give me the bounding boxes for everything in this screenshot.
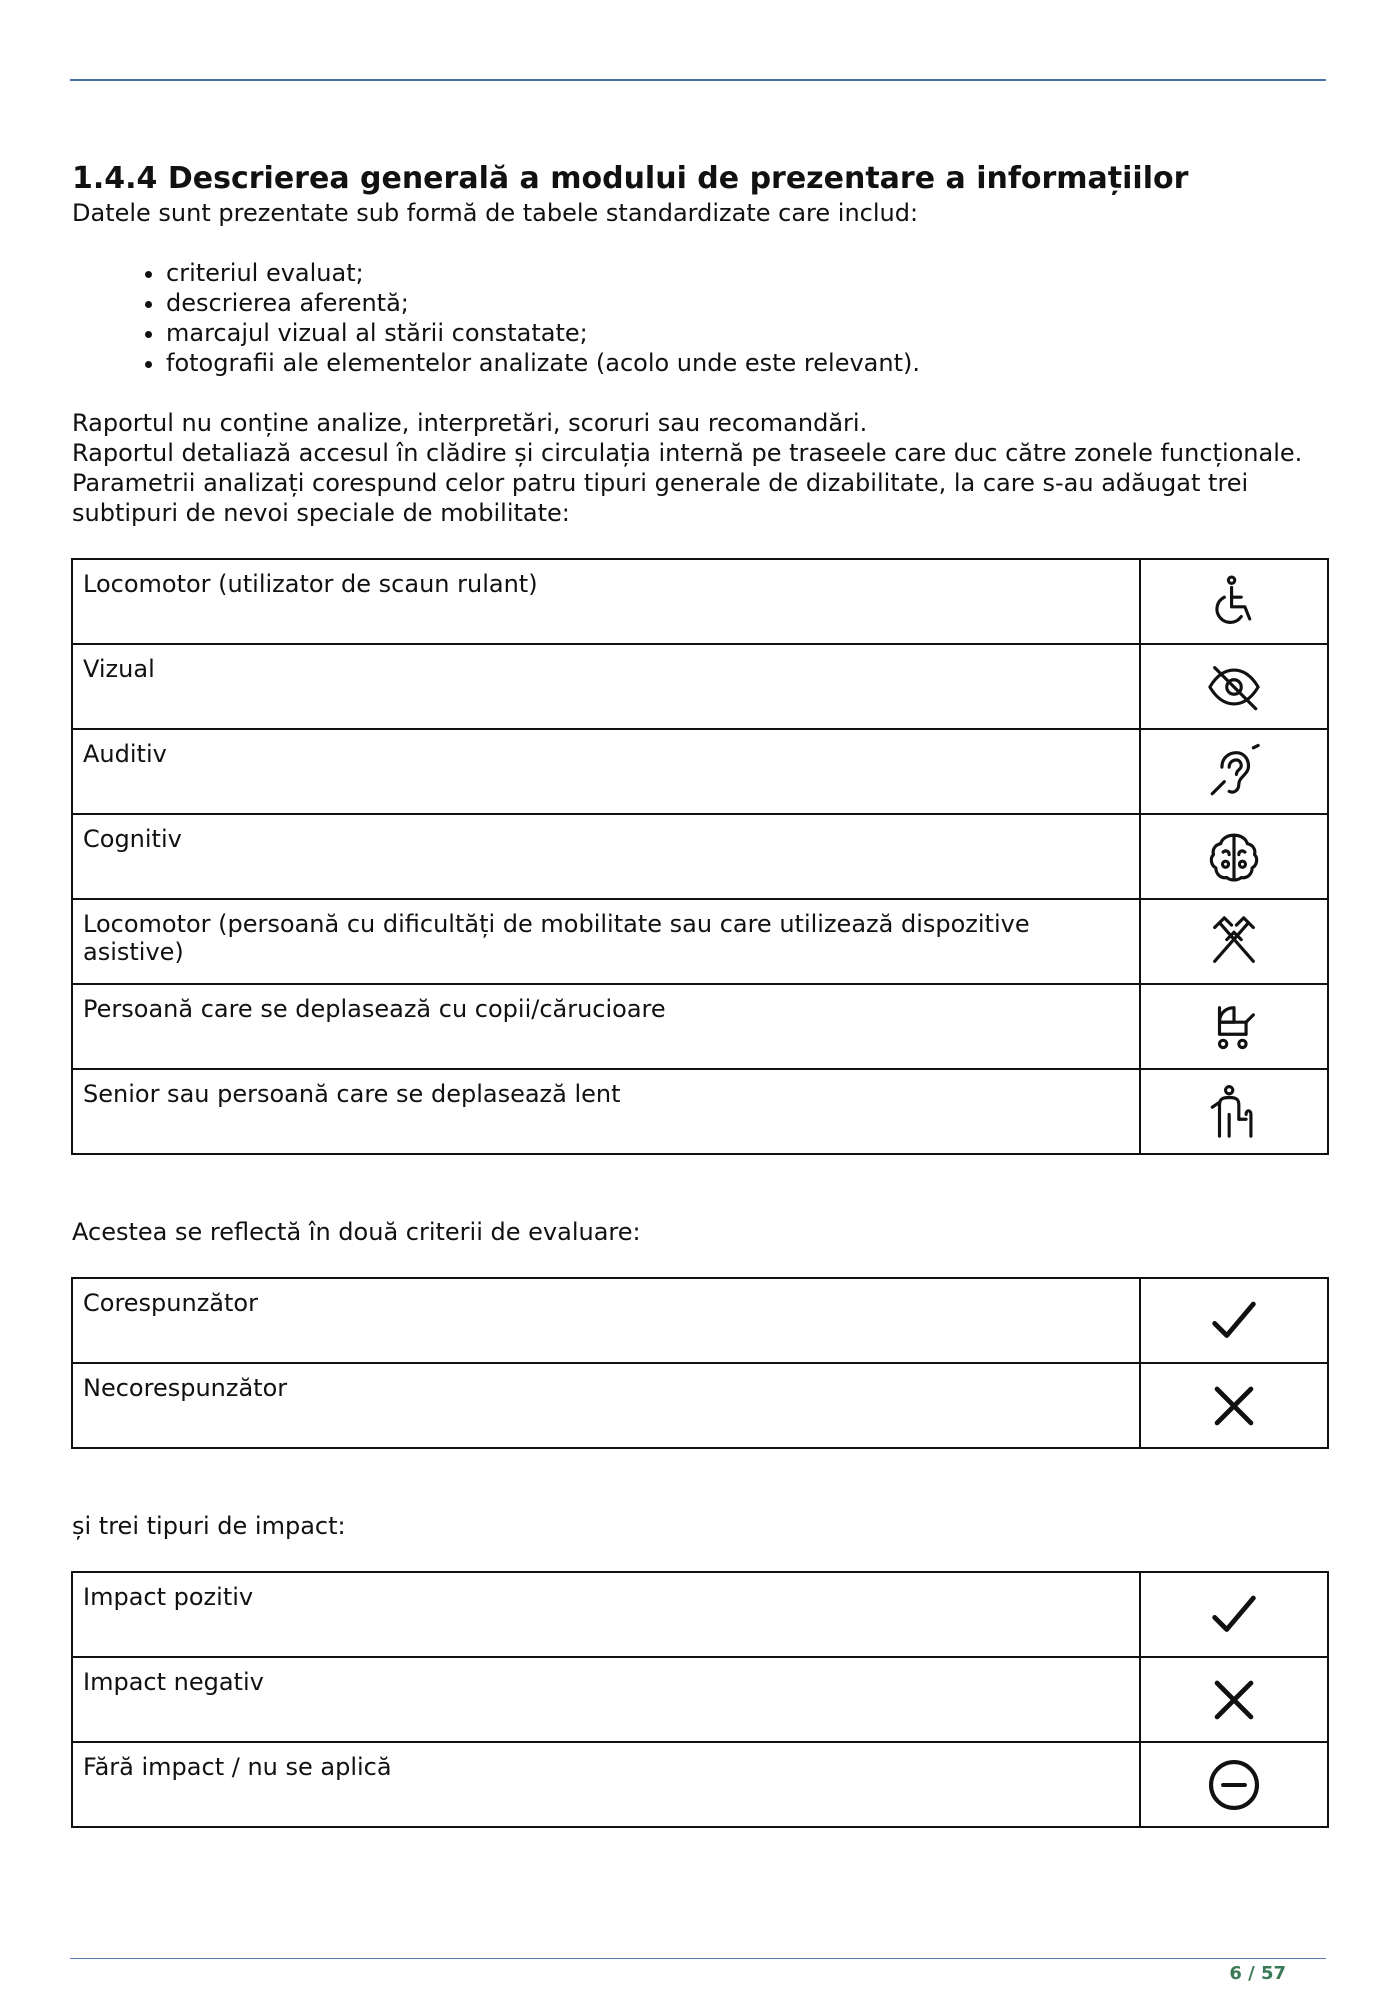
- row-label: Senior sau persoană care se deplasează lent: [72, 1069, 1140, 1154]
- disability-table: [71, 558, 1329, 1155]
- row-label: Impact negativ: [72, 1657, 1140, 1742]
- crutches-icon: [1205, 913, 1263, 971]
- page-number: 6 / 57: [1229, 1963, 1286, 1984]
- list-item: • descrierea aferentă;: [166, 288, 1332, 318]
- table-row: [72, 1657, 1328, 1742]
- criteria-intro: Acestea se reflectă în două criterii de evaluare:: [72, 1218, 641, 1246]
- check-icon: [1205, 1292, 1263, 1350]
- table-row: [72, 1278, 1328, 1363]
- section-heading: 1.4.4 Descrierea generală a modului de prezentare a informațiilor: [72, 161, 1189, 196]
- row-label: Cognitiv: [72, 814, 1140, 899]
- intro-text: Datele sunt prezentate sub formă de tabele standardizate care includ:: [72, 199, 919, 227]
- table-row: [72, 1363, 1328, 1448]
- row-label: Vizual: [72, 644, 1140, 729]
- list-item: • marcajul vizual al stării constatate;: [166, 318, 1332, 348]
- x-icon: [1205, 1671, 1263, 1729]
- list-item: • fotografii ale elementelor analizate (acolo unde este relevant).: [166, 348, 1332, 378]
- table-row: [72, 644, 1328, 729]
- table-row: [72, 814, 1328, 899]
- row-label: Locomotor (utilizator de scaun rulant): [72, 559, 1140, 644]
- footer-rule: [70, 1958, 1326, 1959]
- x-icon: [1205, 1377, 1263, 1435]
- table-row: [72, 1572, 1328, 1657]
- list-item: • criteriul evaluat;: [166, 258, 1332, 288]
- table-row: [72, 899, 1328, 984]
- brain-icon: [1205, 828, 1263, 886]
- wheelchair-icon: [1205, 573, 1263, 631]
- table-row: [72, 1742, 1328, 1827]
- senior-icon: [1205, 1083, 1263, 1141]
- criteria-table: [71, 1277, 1329, 1449]
- row-label: Persoană care se deplasează cu copii/cărucioare: [72, 984, 1140, 1069]
- bullet-list: [72, 258, 1332, 378]
- row-label: Locomotor (persoană cu dificultăți de mobilitate sau care utilizează dispozitive asistive): [72, 899, 1140, 984]
- impact-table: [71, 1571, 1329, 1828]
- page-content: [72, 160, 1332, 1828]
- check-icon: [1205, 1586, 1263, 1644]
- eye-slash-icon: [1205, 658, 1263, 716]
- table-row: [72, 729, 1328, 814]
- impact-intro: și trei tipuri de impact:: [72, 1512, 346, 1540]
- row-label: Fără impact / nu se aplică: [72, 1742, 1140, 1827]
- table-row: [72, 984, 1328, 1069]
- stroller-icon: [1205, 998, 1263, 1056]
- paragraph-no-analysis: Raportul nu conține analize, interpretări, scoruri sau recomandări.: [72, 409, 868, 437]
- row-label: Corespunzător: [72, 1278, 1140, 1363]
- row-label: Impact pozitiv: [72, 1572, 1140, 1657]
- ear-icon: [1205, 743, 1263, 801]
- table-row: [72, 559, 1328, 644]
- table-row: [72, 1069, 1328, 1154]
- row-label: Necorespunzător: [72, 1363, 1140, 1448]
- paragraph-access: Raportul detaliază accesul în clădire și circulația internă pe traseele care duc către zonele funcționale.: [72, 439, 1303, 467]
- paragraph-parameters: Parametrii analizați corespund celor patru tipuri generale de dizabilitate, la care s-au adăugat trei subtipuri de nevoi speciale de mobilitate:: [72, 469, 1249, 527]
- header-rule: [70, 79, 1326, 81]
- row-label: Auditiv: [72, 729, 1140, 814]
- minus-circle-icon: [1205, 1756, 1263, 1814]
